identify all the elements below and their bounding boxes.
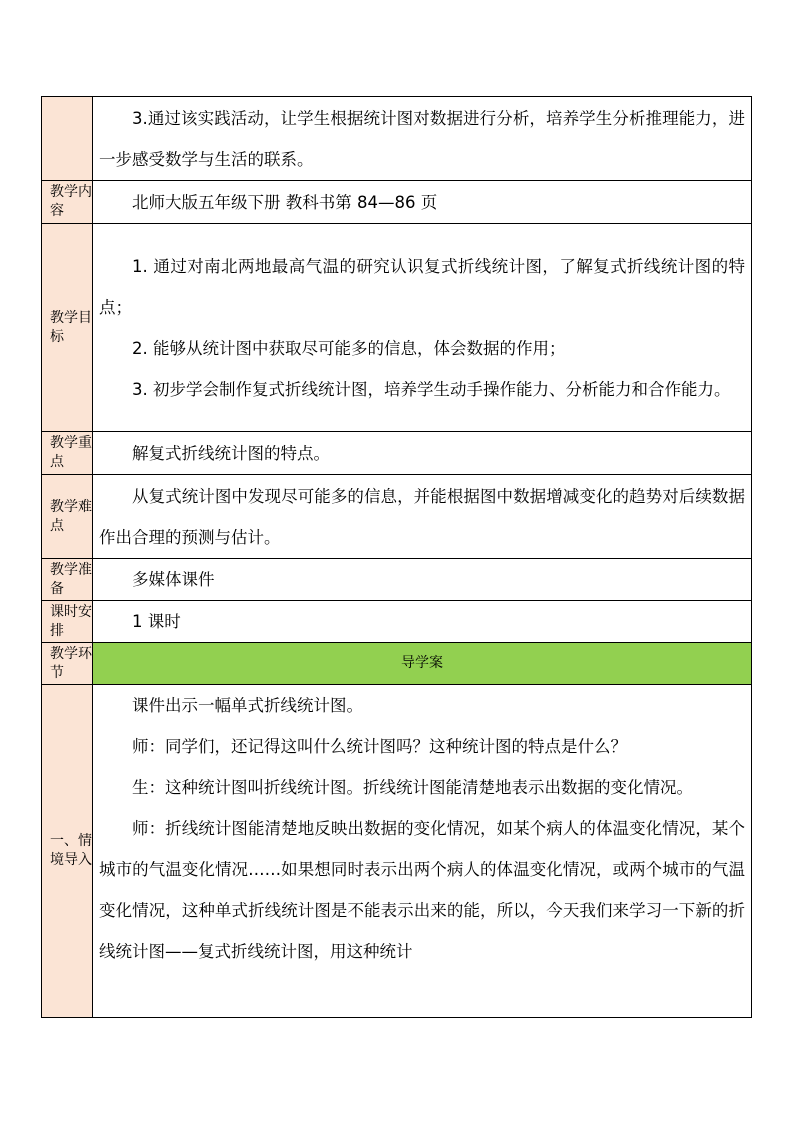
objective-3b-text: 3. 初步学会制作复式折线统计图，培养学生动手操作能力、分析能力和合作能力。 <box>132 379 731 399</box>
objectives-cell <box>93 224 752 432</box>
row-label-intro: 一、情境导入 <box>42 685 93 1018</box>
lesson-plan-table <box>41 96 752 1018</box>
table-row-preparation <box>42 559 752 601</box>
schedule-text: 1 课时 <box>132 612 181 631</box>
row-label-keypoint: 教学重点 <box>42 432 93 475</box>
row-label-schedule: 课时安排 <box>42 601 93 643</box>
row-label-content: 教学内容 <box>42 181 93 224</box>
intro-para-1: 课件出示一幅单式折线统计图。 <box>132 696 363 715</box>
difficulty-text: 从复式统计图中发现尽可能多的信息，并能根据图中数据增减变化的趋势对后续数据作出合理的预测与估计。 <box>99 486 745 547</box>
table-row-objective-3 <box>42 97 752 181</box>
intro-cell <box>93 685 752 1018</box>
preparation-text: 多媒体课件 <box>132 570 215 589</box>
table-row-content <box>42 181 752 224</box>
row-label-empty <box>42 97 93 181</box>
table-row-schedule <box>42 601 752 643</box>
table-row-objectives <box>42 224 752 432</box>
row-label-preparation: 教学准备 <box>42 559 93 601</box>
table-row-stage <box>42 643 752 685</box>
objective-3-text: 3.通过该实践活动，让学生根据统计图对数据进行分析，培养学生分析推理能力，进一步感受数学与生活的联系。 <box>99 108 745 169</box>
intro-para-4: 师：折线统计图能清楚地反映出数据的变化情况，如某个病人的体温变化情况，某个城市的气温变化情况……如果想同时表示出两个病人的体温变化情况，或两个城市的气温变化情况，这种单式折线统计图是不能表示出来的能，所以，今天我们来学习一下新的折线统计图——复式折线统计图，用这种统计 <box>99 819 745 961</box>
row-label-difficulty: 教学难点 <box>42 475 93 559</box>
preparation-cell <box>93 559 752 601</box>
objective-2-text: 2. 能够从统计图中获取尽可能多的信息，体会数据的作用； <box>132 338 566 358</box>
keypoint-cell <box>93 432 752 475</box>
keypoint-text: 解复式折线统计图的特点。 <box>132 443 330 463</box>
objective-3-cell <box>93 97 752 181</box>
content-text: 北师大版五年级下册 教科书第 84—86 页 <box>132 192 438 212</box>
table-row-difficulty <box>42 475 752 559</box>
intro-para-2: 师：同学们，还记得这叫什么统计图吗？这种统计图的特点是什么？ <box>132 737 627 756</box>
row-label-objectives: 教学目标 <box>42 224 93 432</box>
schedule-cell <box>93 601 752 643</box>
row-label-stage: 教学环节 <box>42 643 93 685</box>
guide-section-bar: 导学案 <box>93 643 752 685</box>
table-row-keypoint <box>42 432 752 475</box>
difficulty-cell <box>93 475 752 559</box>
intro-para-3: 生：这种统计图叫折线统计图。折线统计图能清楚地表示出数据的变化情况。 <box>132 778 693 797</box>
objective-1-text: 1. 通过对南北两地最高气温的研究认识复式折线统计图，了解复式折线统计图的特点； <box>99 256 745 317</box>
table-row-intro <box>42 685 752 1018</box>
content-cell <box>93 181 752 224</box>
